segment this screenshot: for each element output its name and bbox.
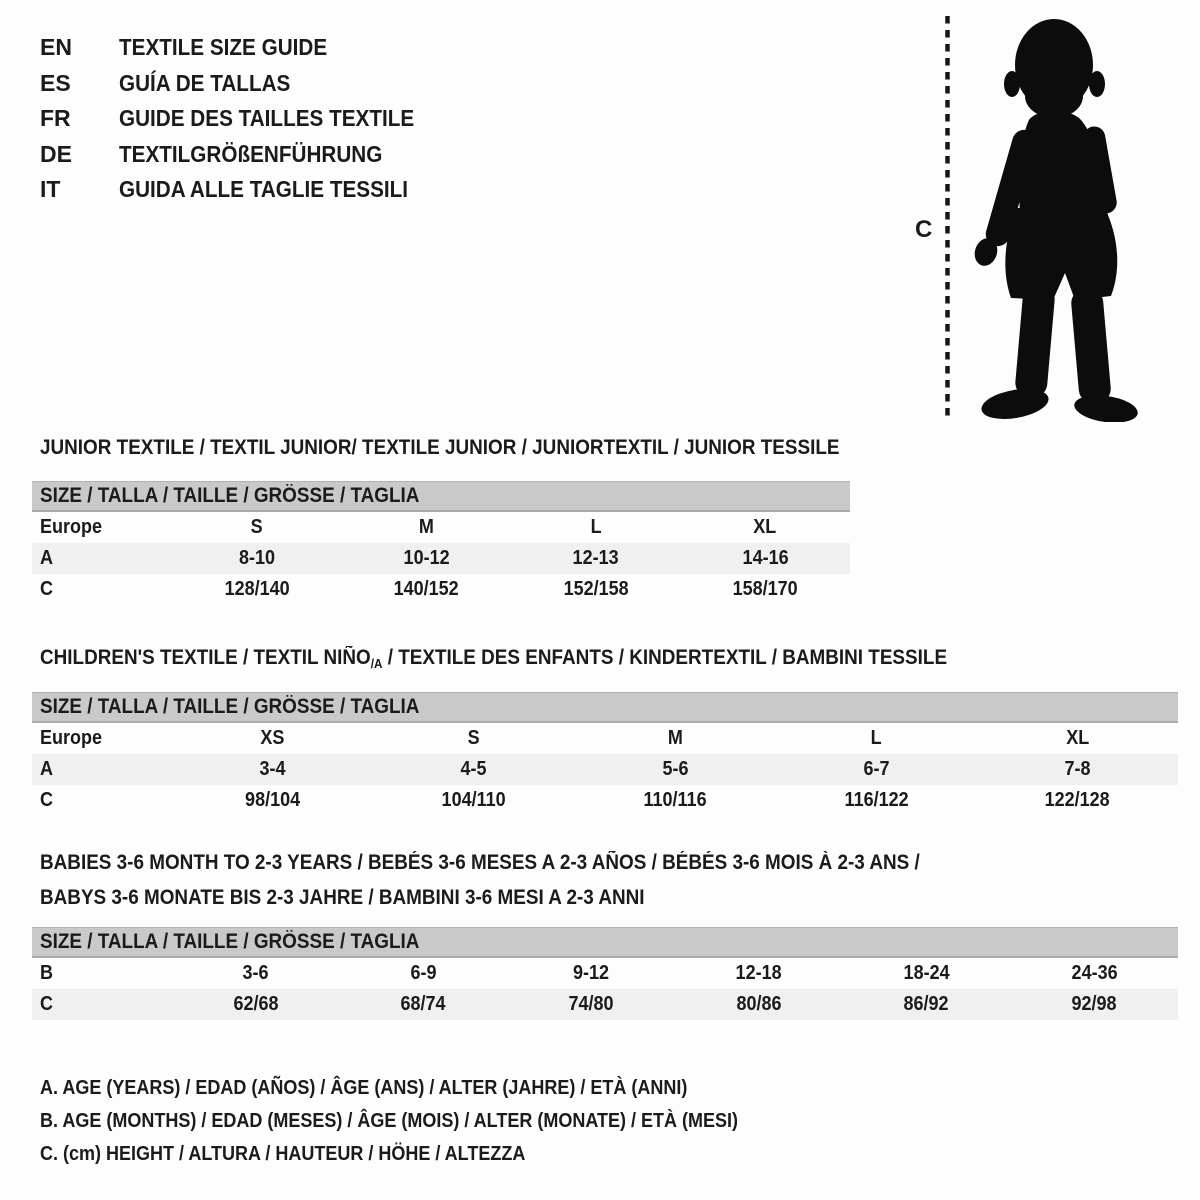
table-cell: 10-12 — [342, 543, 512, 574]
babies-title-line1: BABIES 3-6 MONTH TO 2-3 YEARS / BEBÉS 3-6 MESES A 2-3 AÑOS / BÉBÉS 3-6 MOIS À 2-3 ANS / — [40, 851, 920, 874]
babies-section-title — [40, 845, 1018, 915]
height-measure-figure — [895, 10, 1155, 430]
guide-title: TEXTILGRÖßENFÜHRUNG — [119, 140, 383, 167]
legend-line-c: C. (cm) HEIGHT / ALTURA / HAUTEUR / HÖHE / ALTEZZA — [40, 1143, 526, 1165]
language-title-list — [40, 30, 447, 208]
size-header-text: SIZE / TALLA / TAILLE / GRÖSSE / TAGLIA — [40, 930, 420, 953]
table-cell: 3-6 — [242, 962, 269, 984]
nino-a-subscript: /A — [370, 655, 383, 671]
language-code: FR — [40, 105, 71, 132]
table-cell: 104/110 — [441, 789, 506, 811]
table-cell: S — [250, 516, 263, 538]
children-section-title-text: CHILDREN'S TEXTILE / TEXTIL NIÑO/A / TEXTILE DES ENFANTS / KINDERTEXTIL / BAMBINI TESSILE — [40, 646, 948, 671]
table-cell: 14-16 — [681, 543, 851, 574]
junior-size-table — [32, 481, 850, 605]
row-label: A — [32, 543, 172, 574]
table-cell: 12-13 — [511, 543, 681, 574]
junior-section-title — [40, 436, 928, 460]
table-cell: 152/158 — [563, 578, 629, 600]
table-cell: 128/140 — [224, 578, 290, 600]
babies-size-table — [32, 927, 1178, 1020]
measure-c-label: C — [915, 216, 933, 243]
language-row — [40, 66, 447, 102]
size-header-band — [32, 927, 1178, 958]
table-cell: L — [590, 516, 602, 538]
row-label: C — [40, 578, 54, 600]
table-cell: M — [667, 727, 683, 749]
table-cell: 9-12 — [573, 962, 610, 984]
table-cell: 158/170 — [732, 578, 798, 600]
children-size-table — [32, 692, 1178, 816]
row-label: C — [32, 989, 172, 1020]
legend-line-b: B. AGE (MONTHS) / EDAD (MESES) / ÂGE (MOIS) / ALTER (MONATE) / ETÀ (MESI) — [40, 1110, 738, 1132]
table-cell: XL — [753, 516, 777, 538]
junior-section-title-text: JUNIOR TEXTILE / TEXTIL JUNIOR/ TEXTILE JUNIOR / JUNIORTEXTIL / JUNIOR TESSILE — [40, 436, 840, 459]
size-header-text: SIZE / TALLA / TAILLE / GRÖSSE / TAGLIA — [40, 484, 420, 507]
table-cell: 116/122 — [844, 789, 909, 811]
row-label: B — [40, 962, 54, 984]
table-cell: 12-18 — [735, 962, 782, 984]
language-row — [40, 30, 447, 66]
row-label: C — [40, 789, 54, 811]
table-cell: 3-4 — [172, 754, 373, 785]
language-code: EN — [40, 34, 72, 61]
toddler-silhouette — [953, 12, 1143, 422]
size-header-text: SIZE / TALLA / TAILLE / GRÖSSE / TAGLIA — [40, 695, 420, 718]
language-row — [40, 101, 447, 137]
table-cell: 122/128 — [1044, 789, 1110, 811]
row-label: Europe — [40, 516, 103, 538]
guide-title: TEXTILE SIZE GUIDE — [119, 34, 328, 61]
language-row — [40, 137, 447, 173]
table-cell: 140/152 — [393, 578, 459, 600]
size-header-band — [32, 692, 1178, 723]
guide-title: GUIDA ALLE TAGLIE TESSILI — [119, 176, 409, 203]
guide-title: GUIDE DES TAILLES TEXTILE — [119, 105, 415, 132]
legend-line-a: A. AGE (YEARS) / EDAD (AÑOS) / ÂGE (ANS) / ALTER (JAHRE) / ETÀ (ANNI) — [40, 1077, 688, 1099]
table-cell: 98/104 — [245, 789, 301, 811]
table-cell: 92/98 — [1010, 989, 1178, 1020]
row-label: A — [32, 754, 172, 785]
table-cell: L — [870, 727, 882, 749]
language-code: IT — [40, 176, 61, 203]
dashed-height-line — [943, 16, 952, 420]
table-cell: 86/92 — [843, 989, 1011, 1020]
table-cell: 80/86 — [675, 989, 843, 1020]
table-cell: 68/74 — [340, 989, 508, 1020]
table-cell: 5-6 — [574, 754, 775, 785]
table-cell: S — [467, 727, 480, 749]
language-row — [40, 172, 447, 208]
table-cell: 110/116 — [643, 789, 707, 811]
table-cell: 74/80 — [507, 989, 675, 1020]
size-header-band — [32, 481, 850, 512]
table-cell: 24-36 — [1071, 962, 1118, 984]
language-code: DE — [40, 140, 72, 167]
table-cell: 8-10 — [172, 543, 342, 574]
row-label: Europe — [40, 727, 103, 749]
table-cell: 18-24 — [903, 962, 950, 984]
legend — [40, 1072, 816, 1171]
table-cell: 6-9 — [410, 962, 437, 984]
table-cell: M — [418, 516, 434, 538]
babies-title-line2: BABYS 3-6 MONATE BIS 2-3 JAHRE / BAMBINI 3-6 MESI A 2-3 ANNI — [40, 886, 645, 909]
table-cell: 6-7 — [776, 754, 977, 785]
table-cell: 4-5 — [373, 754, 574, 785]
children-section-title — [40, 646, 1048, 670]
language-code: ES — [40, 69, 71, 96]
table-cell: 62/68 — [172, 989, 340, 1020]
table-cell: XS — [260, 727, 285, 749]
table-cell: 7-8 — [977, 754, 1178, 785]
guide-title: GUÍA DE TALLAS — [119, 69, 291, 96]
table-cell: XL — [1065, 727, 1089, 749]
